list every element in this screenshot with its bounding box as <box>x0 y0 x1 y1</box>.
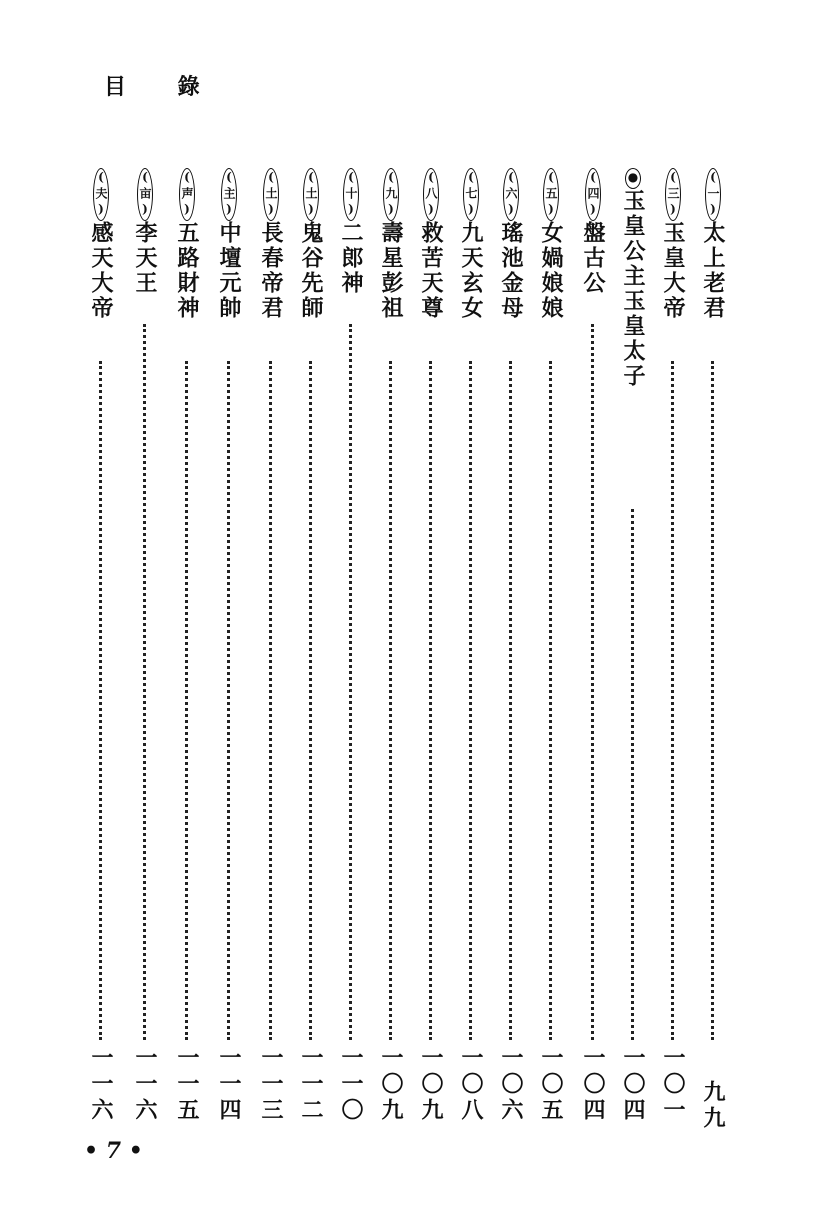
toc-entry[interactable] <box>616 168 650 1124</box>
toc-entry-label: 女媧娘娘 <box>538 221 564 321</box>
toc-entry-title <box>616 168 650 389</box>
toc-header: 目 錄 <box>104 74 222 100</box>
toc-entry[interactable] <box>534 168 568 1124</box>
toc-entry-page: 一一四 <box>216 1046 242 1124</box>
toc-entry[interactable] <box>334 168 368 1124</box>
leader-dots <box>269 361 272 1040</box>
toc-entry-label: 李天王 <box>132 221 158 296</box>
toc-entry-label: 瑤池金母 <box>498 221 524 321</box>
toc-entry-label: 九天玄女 <box>458 221 484 321</box>
toc-entry-page: 一一六 <box>88 1046 114 1124</box>
toc-entry-number: (主) <box>222 170 236 219</box>
toc-entry-number: (土) <box>264 170 278 219</box>
toc-entry[interactable] <box>374 168 408 1124</box>
toc-entry-title <box>374 168 408 321</box>
toc-entry-label: 五路財神 <box>174 221 200 321</box>
leader-dots <box>99 361 102 1040</box>
toc-entry[interactable] <box>84 168 118 1124</box>
leader-dots <box>143 324 146 1040</box>
toc-entry-number: ● <box>626 170 640 187</box>
leader-dots <box>549 361 552 1040</box>
toc-entry-page: 一〇九 <box>378 1046 404 1124</box>
toc-entry-number: (夫) <box>94 170 108 219</box>
toc-entry-title <box>696 168 730 321</box>
toc-entry-page: 一〇一 <box>660 1046 686 1124</box>
toc-entry[interactable] <box>170 168 204 1124</box>
toc-entry-number: (五) <box>544 170 558 219</box>
toc-entry-page: 一〇九 <box>418 1046 444 1124</box>
toc-entry-number: (亩) <box>138 170 152 219</box>
leader-dots <box>389 361 392 1040</box>
toc-entry-page: 一〇四 <box>580 1046 606 1124</box>
toc-entry-page: 一一三 <box>258 1046 284 1124</box>
page-number: • 7 • <box>84 1138 143 1164</box>
leader-dots <box>429 361 432 1040</box>
toc-entry[interactable] <box>212 168 246 1124</box>
toc-entry-title <box>212 168 246 321</box>
toc-entry-title <box>294 168 328 321</box>
toc-entry-page: 一〇五 <box>538 1046 564 1124</box>
toc-entry[interactable] <box>254 168 288 1124</box>
toc-entry-number: (十) <box>344 170 358 219</box>
leader-dots <box>711 361 714 1040</box>
leader-dots <box>227 361 230 1040</box>
toc-entry-number: (一) <box>706 170 720 219</box>
toc-entry-page: 一一二 <box>298 1046 324 1124</box>
toc-entry-label: 救苦天尊 <box>418 221 444 321</box>
toc-entry-number: (九) <box>384 170 398 219</box>
toc-entry[interactable] <box>414 168 448 1124</box>
toc-entry-title <box>128 168 162 296</box>
toc-entry-title <box>576 168 610 296</box>
toc-entry[interactable] <box>576 168 610 1124</box>
toc-entry-label: 長春帝君 <box>258 221 284 321</box>
toc-entry-title <box>494 168 528 321</box>
toc-entry-label: 玉皇公主玉皇太子 <box>620 189 646 389</box>
toc-entry-label: 盤古公 <box>580 221 606 296</box>
toc-entry-label: 二郎神 <box>338 221 364 296</box>
toc-entry-number: (六) <box>504 170 518 219</box>
toc-entry-number: (八) <box>424 170 438 219</box>
leader-dots <box>631 509 634 1040</box>
toc-entry-title <box>170 168 204 321</box>
toc-entry-title <box>414 168 448 321</box>
toc-entry-number: (土) <box>304 170 318 219</box>
toc-entry-page: 一一〇 <box>338 1046 364 1124</box>
toc-entry-page: 一一五 <box>174 1046 200 1124</box>
toc-entry[interactable] <box>294 168 328 1124</box>
toc-entry-label: 太上老君 <box>700 221 726 321</box>
toc-entry-number: (七) <box>464 170 478 219</box>
toc-entry[interactable] <box>696 168 730 1132</box>
toc-entry-page: 一〇四 <box>620 1046 646 1124</box>
toc-entry-title <box>254 168 288 321</box>
toc-entry-label: 感天大帝 <box>88 221 114 321</box>
toc-entry-title <box>656 168 690 321</box>
leader-dots <box>591 324 594 1040</box>
toc-entry-title <box>84 168 118 321</box>
toc-entry-number: (声) <box>180 170 194 219</box>
toc-entry[interactable] <box>656 168 690 1124</box>
toc-entry-title <box>534 168 568 321</box>
toc-entry-page: 一一六 <box>132 1046 158 1124</box>
toc-entry-page: 一〇六 <box>498 1046 524 1124</box>
leader-dots <box>349 324 352 1040</box>
leader-dots <box>509 361 512 1040</box>
leader-dots <box>469 361 472 1040</box>
toc-entry-label: 壽星彭祖 <box>378 221 404 321</box>
toc-entry[interactable] <box>128 168 162 1124</box>
toc-entry-label: 鬼谷先師 <box>298 221 324 321</box>
leader-dots <box>671 361 674 1040</box>
toc-entry-label: 中壇元帥 <box>216 221 242 321</box>
toc-entry-title <box>454 168 488 321</box>
toc-entry-page: 九九 <box>700 1080 726 1132</box>
leader-dots <box>185 361 188 1040</box>
toc-entry-label: 玉皇大帝 <box>660 221 686 321</box>
toc-entry-title <box>334 168 368 296</box>
leader-dots <box>309 361 312 1040</box>
toc-entry[interactable] <box>454 168 488 1124</box>
toc-entry-page: 一〇八 <box>458 1046 484 1124</box>
toc-entry-number: (四) <box>586 170 600 219</box>
toc-entry[interactable] <box>494 168 528 1124</box>
toc-entry-number: (三) <box>666 170 680 219</box>
